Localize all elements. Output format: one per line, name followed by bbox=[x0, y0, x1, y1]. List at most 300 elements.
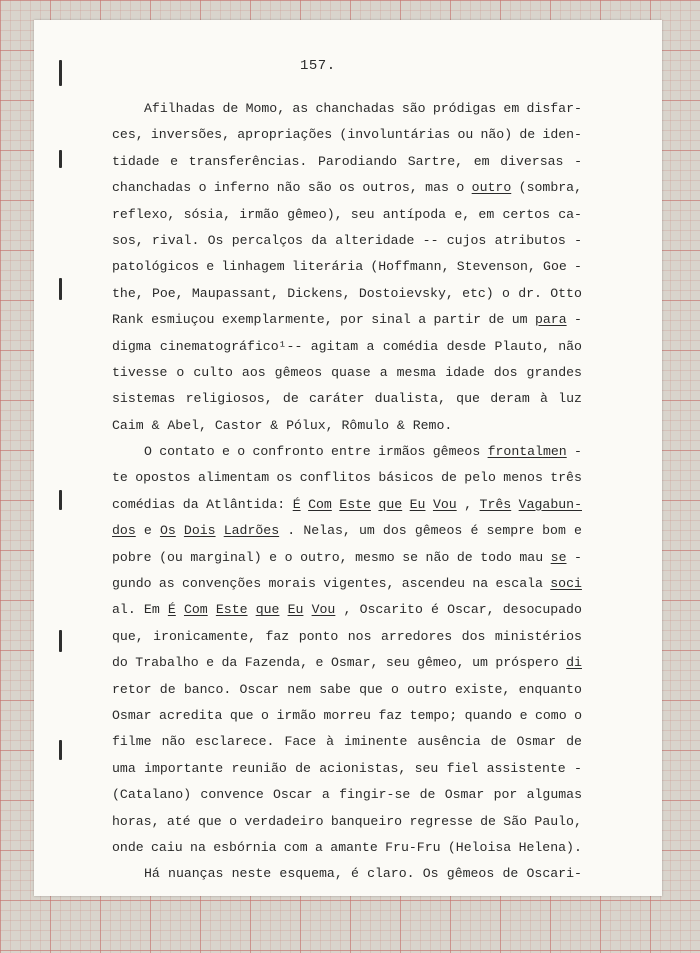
word: de bbox=[519, 127, 536, 143]
word: gêmeos bbox=[446, 866, 495, 882]
word: Este bbox=[339, 496, 371, 512]
word: reflexo, bbox=[112, 206, 176, 222]
word: onde bbox=[112, 839, 144, 855]
word: Em bbox=[143, 602, 160, 618]
word: que bbox=[456, 391, 480, 407]
word: literária bbox=[291, 259, 364, 275]
word: em bbox=[473, 153, 490, 169]
word: ponto bbox=[298, 628, 339, 644]
word: esbórnia bbox=[213, 839, 277, 855]
word: comédia bbox=[382, 338, 439, 354]
word: , bbox=[343, 602, 352, 618]
word: nos bbox=[347, 628, 372, 644]
word: os bbox=[339, 180, 355, 196]
word: . bbox=[287, 523, 296, 539]
word: chanchadas bbox=[315, 101, 395, 116]
word: nuanças bbox=[168, 866, 224, 882]
document-page bbox=[34, 20, 662, 896]
word: são bbox=[307, 180, 332, 196]
word: de bbox=[282, 391, 299, 407]
word: o bbox=[391, 681, 399, 697]
word: patológicos bbox=[112, 259, 200, 275]
word: chanchadas bbox=[112, 180, 192, 196]
text-line bbox=[112, 492, 582, 518]
word: e bbox=[574, 523, 582, 539]
word: the, bbox=[112, 285, 144, 301]
word: a bbox=[321, 787, 330, 803]
word: Eu bbox=[409, 496, 426, 512]
word: linhagem bbox=[221, 259, 285, 275]
word: cinematográfico¹-- bbox=[159, 338, 303, 354]
word: menos bbox=[503, 470, 543, 486]
word: - bbox=[573, 259, 582, 275]
word: gêmeos bbox=[274, 364, 323, 380]
word: - bbox=[573, 760, 582, 776]
word: por bbox=[493, 787, 518, 803]
word: de bbox=[456, 549, 473, 565]
word: morais bbox=[268, 576, 316, 592]
word: desocupado bbox=[502, 602, 582, 618]
text-line bbox=[112, 386, 582, 412]
word: esquema, bbox=[279, 866, 343, 882]
text-line bbox=[112, 202, 582, 228]
word: acionistas, bbox=[319, 760, 407, 776]
word: do bbox=[112, 655, 128, 671]
word: caráter bbox=[309, 391, 365, 407]
margin-mark bbox=[59, 150, 62, 168]
word: Fru-Fru bbox=[385, 839, 441, 855]
word: seu bbox=[385, 655, 410, 671]
word: básicos bbox=[378, 470, 434, 486]
word: e bbox=[315, 655, 324, 671]
word: seu bbox=[350, 206, 375, 222]
word: que bbox=[378, 496, 403, 512]
word: regresse bbox=[409, 813, 473, 829]
word: antípoda bbox=[382, 206, 447, 222]
word: dos bbox=[493, 364, 518, 380]
word: de bbox=[490, 734, 507, 750]
word: Fazenda, bbox=[244, 655, 309, 671]
word: Stevenson, bbox=[456, 259, 536, 275]
margin-mark bbox=[59, 278, 62, 300]
word: gêmeos bbox=[414, 523, 463, 539]
word: tempo; bbox=[409, 707, 458, 723]
word: Ladrões bbox=[223, 523, 280, 539]
word: banqueiro bbox=[330, 813, 403, 829]
word: , bbox=[464, 496, 473, 512]
word: que bbox=[229, 707, 254, 723]
word: horas, bbox=[112, 813, 160, 829]
word: o bbox=[456, 180, 465, 196]
word: - bbox=[574, 444, 582, 460]
word: morreu bbox=[323, 707, 371, 723]
word: etc) bbox=[462, 285, 494, 301]
text-line bbox=[112, 439, 582, 465]
word: o bbox=[261, 707, 269, 723]
text-line bbox=[112, 334, 582, 360]
text-line bbox=[112, 782, 582, 808]
word: partir bbox=[433, 312, 482, 328]
word: três bbox=[550, 470, 582, 486]
text-line bbox=[112, 703, 582, 729]
word: o bbox=[229, 813, 237, 829]
text-line bbox=[112, 413, 582, 439]
word: entre bbox=[331, 444, 371, 460]
word: outro bbox=[471, 180, 512, 196]
word: sempre bbox=[486, 523, 534, 539]
word: Três bbox=[479, 496, 512, 512]
word: contato bbox=[159, 444, 215, 460]
word: um bbox=[358, 523, 375, 539]
word: frontalmen bbox=[487, 444, 567, 460]
word: percalços bbox=[231, 232, 303, 248]
word: Otto bbox=[550, 285, 582, 301]
word: importante bbox=[144, 760, 224, 776]
word: na bbox=[472, 576, 489, 592]
text-line bbox=[112, 545, 582, 571]
word: a bbox=[366, 338, 375, 354]
word: sistemas bbox=[112, 391, 176, 407]
word: outro bbox=[407, 681, 447, 697]
word: - bbox=[574, 232, 582, 248]
text-line bbox=[112, 518, 582, 544]
word: de bbox=[441, 470, 457, 486]
word: (Catalano) bbox=[112, 787, 192, 803]
word: Nelas, bbox=[303, 523, 351, 539]
word: enquanto bbox=[518, 681, 582, 697]
word: Osmar bbox=[444, 787, 485, 803]
word: fingir-se bbox=[339, 787, 411, 803]
word: as bbox=[158, 576, 175, 592]
word: de bbox=[480, 813, 496, 829]
word: comédias bbox=[112, 496, 176, 512]
word: tivesse bbox=[112, 364, 168, 380]
word: pródigas bbox=[432, 101, 497, 116]
word: Os bbox=[159, 523, 176, 539]
word: tidade bbox=[112, 153, 160, 169]
word: Dickens, bbox=[287, 285, 351, 301]
word: um bbox=[472, 655, 488, 671]
word: Osmar, bbox=[330, 655, 379, 671]
word: Oscarito bbox=[359, 602, 423, 618]
word: que bbox=[255, 602, 280, 618]
word: de bbox=[488, 312, 505, 328]
word: Maupassant, bbox=[191, 285, 279, 301]
margin-mark bbox=[59, 490, 62, 510]
word: filme bbox=[112, 734, 152, 750]
word: neste bbox=[231, 866, 272, 882]
word: Vagabun- bbox=[518, 496, 582, 512]
word: com bbox=[283, 839, 308, 855]
word: Parodiando bbox=[317, 153, 398, 169]
word: Rank bbox=[112, 312, 144, 328]
word: bom bbox=[542, 523, 566, 539]
word: caiu bbox=[151, 839, 183, 855]
word: o bbox=[198, 180, 207, 196]
word: da bbox=[311, 232, 328, 248]
word: claro. bbox=[367, 866, 415, 882]
word: Poe, bbox=[151, 285, 184, 301]
word: São bbox=[503, 813, 528, 829]
word: de bbox=[159, 681, 176, 697]
word: e bbox=[143, 523, 152, 539]
text-line bbox=[112, 809, 582, 835]
word: de bbox=[295, 760, 311, 776]
word: Osmar bbox=[516, 734, 557, 750]
word: à bbox=[326, 734, 335, 750]
word: algumas bbox=[526, 787, 582, 803]
word: não bbox=[161, 734, 186, 750]
word: não) bbox=[480, 127, 513, 143]
word: e bbox=[170, 153, 179, 169]
word: - bbox=[574, 153, 582, 169]
word: Afilhadas bbox=[144, 101, 216, 116]
word: escala bbox=[495, 576, 543, 592]
word: Oscari- bbox=[526, 866, 582, 882]
word: pelo bbox=[464, 470, 496, 486]
word: vigentes, bbox=[323, 576, 395, 592]
word: faz bbox=[378, 707, 403, 723]
word: na bbox=[190, 839, 206, 855]
margin-mark bbox=[59, 60, 62, 86]
word: a bbox=[315, 839, 323, 855]
word: certos bbox=[502, 206, 550, 222]
text-line bbox=[112, 729, 582, 755]
word: idade bbox=[445, 364, 485, 380]
word: Vou bbox=[311, 602, 336, 618]
margin-mark bbox=[59, 630, 62, 652]
word: inferno bbox=[213, 180, 270, 196]
word: Os bbox=[422, 866, 439, 882]
word: (ou bbox=[159, 549, 183, 565]
word: até bbox=[166, 813, 191, 829]
word: de bbox=[419, 787, 436, 803]
word: iden- bbox=[542, 127, 582, 143]
word: e bbox=[221, 444, 230, 460]
text-line bbox=[112, 650, 582, 676]
word: apropriações bbox=[237, 127, 333, 143]
word: por bbox=[340, 312, 364, 328]
word: é bbox=[350, 866, 359, 882]
word: se bbox=[550, 549, 567, 565]
word: alimentam bbox=[197, 470, 270, 486]
word: a bbox=[379, 364, 388, 380]
word: as bbox=[292, 101, 309, 116]
word: Osmar bbox=[112, 707, 152, 723]
word: diversas bbox=[500, 153, 564, 169]
word: reunião bbox=[231, 760, 287, 776]
word: atributos bbox=[494, 232, 566, 248]
word: quase bbox=[331, 364, 371, 380]
word: nem bbox=[287, 681, 312, 697]
word: Oscar, bbox=[447, 602, 495, 618]
word: Helena). bbox=[518, 839, 582, 855]
word: dos bbox=[382, 523, 407, 539]
word: não bbox=[425, 549, 450, 565]
word: da bbox=[182, 496, 199, 512]
word: arredores bbox=[380, 628, 453, 644]
word: gêmeos bbox=[432, 444, 481, 460]
word: ascendeu bbox=[401, 576, 466, 592]
word: inversões, bbox=[150, 127, 231, 143]
word: gundo bbox=[112, 576, 152, 592]
word: Momo, bbox=[245, 101, 286, 116]
text-line bbox=[112, 677, 582, 703]
word: Trabalho bbox=[135, 655, 199, 671]
text-segment: Caim & Abel, Castor & Pólux, Rômulo & Remo. bbox=[112, 417, 453, 433]
word: é bbox=[470, 523, 479, 539]
word: Os bbox=[207, 232, 224, 248]
body-text bbox=[112, 96, 582, 888]
word: o bbox=[176, 364, 185, 380]
word: ces, bbox=[112, 127, 144, 143]
word: (Hoffmann, bbox=[370, 259, 450, 275]
word: irmãos bbox=[377, 444, 426, 460]
word: exemplarmente, bbox=[221, 312, 333, 328]
word: iminente bbox=[344, 734, 408, 750]
text-line bbox=[112, 835, 582, 861]
word: próspero bbox=[495, 655, 559, 671]
word: convence bbox=[200, 787, 264, 803]
word: -- bbox=[422, 232, 439, 248]
word: (Heloisa bbox=[447, 839, 512, 855]
word: É bbox=[167, 602, 176, 618]
word: e, bbox=[454, 206, 471, 222]
text-line bbox=[112, 597, 582, 623]
text-line bbox=[112, 96, 582, 122]
word: opostos bbox=[135, 470, 191, 486]
word: O bbox=[144, 444, 152, 460]
word: Há bbox=[144, 866, 160, 882]
word: aos bbox=[241, 364, 266, 380]
word: que, bbox=[112, 628, 144, 644]
text-line bbox=[112, 756, 582, 782]
text-line bbox=[112, 465, 582, 491]
word: quando bbox=[464, 707, 513, 723]
word: pobre bbox=[112, 549, 152, 565]
word: sos, bbox=[112, 232, 144, 248]
word: desde bbox=[446, 338, 487, 354]
word: irmão bbox=[239, 206, 279, 222]
word: esclarece. bbox=[195, 734, 275, 750]
word: é bbox=[431, 602, 439, 618]
word: Sartre, bbox=[407, 153, 464, 169]
word: não bbox=[276, 180, 301, 196]
word: di bbox=[566, 655, 582, 671]
word: seu bbox=[414, 760, 439, 776]
word: al. bbox=[112, 602, 136, 618]
word: para bbox=[534, 312, 567, 328]
text-line bbox=[112, 307, 582, 333]
word: te bbox=[112, 470, 128, 486]
word: Paulo, bbox=[534, 813, 582, 829]
word: religiosos, bbox=[185, 391, 273, 407]
word: convenções bbox=[182, 576, 262, 592]
word: um bbox=[511, 312, 528, 328]
word: se bbox=[402, 549, 419, 565]
word: luz bbox=[558, 391, 582, 407]
word: de bbox=[222, 101, 239, 116]
word: que bbox=[359, 681, 383, 697]
text-line bbox=[112, 122, 582, 148]
margin-mark bbox=[59, 740, 62, 760]
word: digma bbox=[112, 338, 152, 354]
word: os bbox=[276, 470, 293, 486]
word: gêmeo), bbox=[287, 206, 343, 222]
word: à bbox=[540, 391, 548, 407]
word: Dostoievsky, bbox=[358, 285, 454, 301]
word: outros, bbox=[362, 180, 418, 196]
word: ca- bbox=[558, 206, 582, 222]
word: soci bbox=[550, 576, 582, 592]
word: irmão bbox=[276, 707, 317, 723]
word: deram bbox=[490, 391, 530, 407]
word: Atlântida: bbox=[206, 496, 286, 512]
word: Oscar bbox=[239, 681, 280, 697]
text-line bbox=[112, 861, 582, 887]
word: não bbox=[558, 338, 582, 354]
word: Vou bbox=[432, 496, 457, 512]
word: em bbox=[478, 206, 495, 222]
word: ou bbox=[457, 127, 474, 143]
word: da bbox=[221, 655, 238, 671]
word: como bbox=[534, 707, 567, 723]
word: assistente bbox=[486, 760, 566, 776]
word: conflitos bbox=[299, 470, 371, 486]
word: de bbox=[566, 734, 582, 750]
word: verdadeiro bbox=[244, 813, 324, 829]
word: alteridade bbox=[335, 232, 415, 248]
word: dualista, bbox=[374, 391, 446, 407]
word: amante bbox=[330, 839, 378, 855]
word: ironicamente, bbox=[153, 628, 257, 644]
word: esmiuçou bbox=[151, 312, 215, 328]
word: sósia, bbox=[183, 206, 232, 222]
word: culto bbox=[193, 364, 233, 380]
word: mas bbox=[425, 180, 449, 196]
word: É bbox=[292, 496, 301, 512]
word: mau bbox=[519, 549, 544, 565]
word: Dois bbox=[183, 523, 216, 539]
word: que bbox=[197, 813, 222, 829]
word: - bbox=[574, 549, 582, 565]
word: acredita bbox=[159, 707, 223, 723]
word: em bbox=[503, 101, 520, 116]
word: o bbox=[237, 444, 246, 460]
word: mesmo bbox=[355, 549, 395, 565]
word: Eu bbox=[287, 602, 304, 618]
word: uma bbox=[112, 760, 136, 776]
word: de bbox=[502, 866, 519, 882]
word: (sombra, bbox=[518, 180, 582, 196]
text-line bbox=[112, 360, 582, 386]
word: ausência bbox=[417, 734, 481, 750]
word: faz bbox=[265, 628, 290, 644]
word: o bbox=[502, 285, 510, 301]
word: fiel bbox=[446, 760, 479, 776]
word: todo bbox=[480, 549, 512, 565]
word: banco. bbox=[183, 681, 232, 697]
word: o bbox=[574, 707, 582, 723]
word: dos bbox=[461, 628, 486, 644]
text-line bbox=[112, 175, 582, 201]
word: retor bbox=[112, 681, 152, 697]
word: e bbox=[519, 707, 528, 723]
word: a bbox=[418, 312, 427, 328]
word: mesma bbox=[396, 364, 437, 380]
word: marginal) bbox=[190, 549, 262, 565]
word: dr. bbox=[518, 285, 542, 301]
